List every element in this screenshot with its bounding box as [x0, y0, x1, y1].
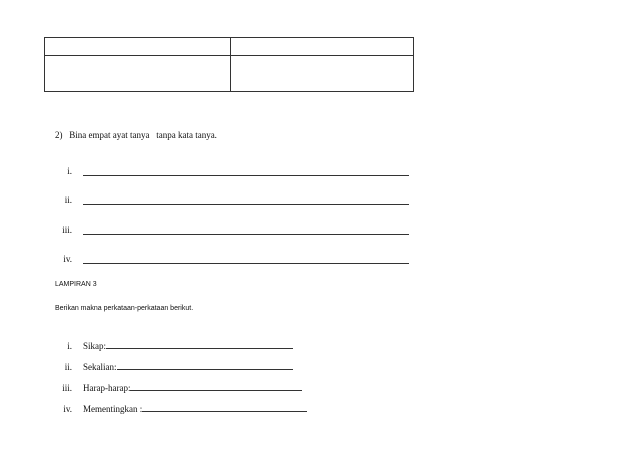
question-2-prompt: 2) Bina empat ayat tanya tanpa kata tanya.	[55, 130, 217, 140]
definition-item	[83, 404, 307, 414]
table-cell	[231, 56, 414, 92]
answer-line[interactable]	[83, 175, 409, 176]
item-numeral: iii.	[62, 383, 72, 393]
section-instruction: Berikan makna perkataan-perkataan berikut.	[55, 305, 194, 312]
table-cell	[231, 38, 414, 56]
answer-numeral: iv.	[63, 254, 72, 264]
definition-item	[83, 383, 302, 393]
definition-blank[interactable]	[130, 390, 302, 391]
item-numeral: i.	[67, 341, 72, 351]
definition-blank[interactable]	[117, 369, 293, 370]
answer-line[interactable]	[83, 234, 409, 235]
table-row	[45, 56, 414, 92]
definition-blank[interactable]	[142, 411, 307, 412]
answer-line[interactable]	[83, 204, 409, 205]
word-label: Mementingkan :	[83, 404, 143, 414]
answer-line[interactable]	[83, 263, 409, 264]
answer-numeral: i.	[67, 166, 72, 176]
word-label: Sikap:	[83, 341, 107, 351]
word-label: Harap-harap:	[83, 383, 131, 393]
answer-numeral: iii.	[62, 225, 72, 235]
item-numeral: iv.	[63, 404, 72, 414]
word-label: Sekalian:	[83, 362, 117, 372]
definition-item	[83, 341, 293, 351]
empty-table	[44, 37, 414, 92]
definition-item	[83, 362, 293, 372]
table-cell	[45, 56, 231, 92]
table-row	[45, 38, 414, 56]
section-heading: LAMPIRAN 3	[55, 281, 97, 288]
answer-numeral: ii.	[64, 195, 72, 205]
item-numeral: ii.	[64, 362, 72, 372]
table-cell	[45, 38, 231, 56]
definition-blank[interactable]	[106, 348, 293, 349]
